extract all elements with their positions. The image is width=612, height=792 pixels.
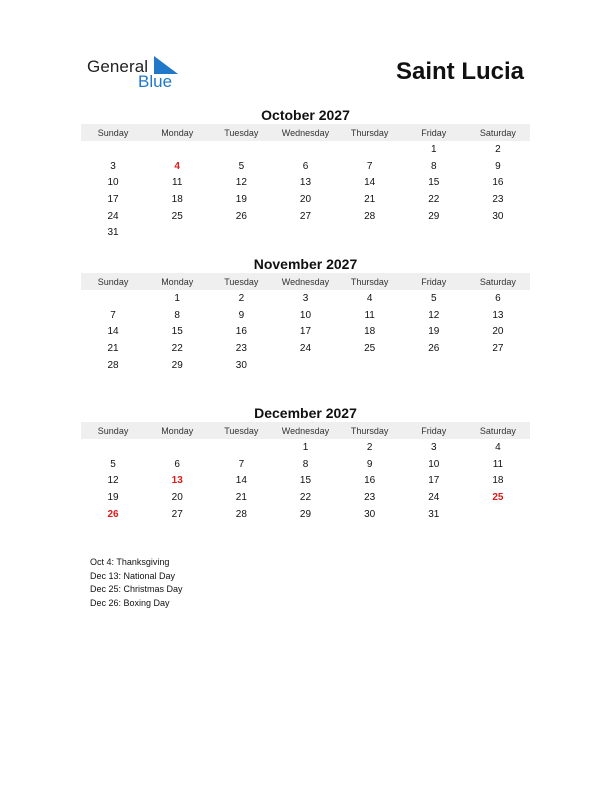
weekday-name: Saturday — [479, 127, 516, 138]
date-cell: 11 — [172, 177, 183, 189]
date-cell: 30 — [364, 508, 376, 520]
date-cell: 19 — [428, 326, 440, 338]
date-cell: 6 — [174, 458, 180, 470]
date-cell: 25 — [171, 210, 183, 222]
week-row — [81, 224, 530, 241]
week-row — [81, 158, 530, 175]
weekday-name: Monday — [161, 276, 194, 287]
date-cell: 31 — [428, 508, 440, 520]
date-cell: 17 — [428, 475, 440, 487]
date-cell: 28 — [107, 359, 119, 371]
holiday-date-cell: 25 — [492, 491, 504, 503]
date-cell: 11 — [364, 309, 375, 321]
week-row — [81, 340, 530, 357]
weekday-name: Tuesday — [224, 276, 259, 287]
date-cell: 10 — [428, 458, 440, 470]
week-row — [81, 208, 530, 225]
date-cell: 9 — [238, 309, 245, 321]
date-cell: 2 — [495, 143, 501, 155]
weekday-name: Sunday — [97, 425, 129, 436]
week-row — [81, 439, 530, 456]
date-cell: 28 — [364, 210, 376, 222]
date-cell: 12 — [235, 177, 247, 189]
date-cell: 19 — [107, 491, 119, 503]
date-cell: 11 — [492, 458, 504, 470]
date-cell: 23 — [235, 342, 247, 354]
weekday-name: Friday — [421, 425, 447, 436]
weekday-name: Tuesday — [224, 425, 259, 436]
date-cell: 15 — [428, 177, 440, 189]
date-cell: 1 — [174, 292, 180, 304]
date-cell: 24 — [299, 342, 312, 354]
date-cell: 1 — [430, 143, 437, 155]
date-cell: 15 — [299, 475, 312, 487]
weekday-name: Thursday — [350, 127, 389, 138]
week-row — [81, 290, 530, 307]
date-cell: 2 — [366, 441, 373, 453]
logo-text-blue: Blue — [138, 72, 173, 91]
week-row — [81, 456, 530, 473]
date-cell: 8 — [174, 309, 180, 321]
holiday-list — [90, 556, 183, 610]
weekday-name: Saturday — [479, 276, 516, 287]
weekday-name: Wednesday — [281, 127, 330, 138]
holiday-date-cell: 13 — [171, 475, 183, 487]
weekday-header-row — [81, 124, 530, 141]
date-cell: 30 — [492, 210, 504, 222]
date-cell: 21 — [107, 342, 119, 354]
holiday-list-item: Dec 13: National Day — [90, 570, 176, 581]
month-block — [81, 404, 530, 522]
date-cell: 1 — [302, 441, 309, 453]
weekday-name: Sunday — [97, 276, 129, 287]
date-cell: 14 — [107, 326, 119, 338]
weekday-name: Thursday — [350, 276, 389, 287]
date-cell: 24 — [428, 491, 440, 503]
date-cell: 22 — [299, 491, 312, 503]
date-cell: 2 — [238, 292, 245, 304]
week-row — [81, 489, 530, 506]
weekday-name: Wednesday — [281, 425, 330, 436]
date-cell: 17 — [299, 326, 312, 338]
month-title: December 2027 — [254, 405, 357, 421]
month-title: October 2027 — [261, 107, 350, 123]
date-cell: 25 — [364, 342, 376, 354]
country-title: Saint Lucia — [395, 58, 524, 85]
date-cell: 4 — [495, 441, 501, 453]
date-cell: 20 — [171, 491, 183, 503]
date-cell: 3 — [302, 292, 309, 304]
date-cell: 10 — [107, 177, 119, 189]
date-cell: 5 — [430, 292, 437, 304]
date-cell: 23 — [364, 491, 376, 503]
holiday-date-cell: 26 — [107, 508, 119, 520]
date-cell: 27 — [492, 342, 504, 354]
date-cell: 22 — [171, 342, 183, 354]
date-cell: 8 — [302, 458, 309, 470]
date-cell: 4 — [366, 292, 373, 304]
weekday-name: Saturday — [479, 425, 516, 436]
weekday-name: Thursday — [350, 425, 389, 436]
date-cell: 3 — [430, 441, 437, 453]
date-cell: 16 — [492, 177, 504, 189]
holiday-list-item: Dec 25: Christmas Day — [90, 584, 183, 595]
weekday-name: Wednesday — [281, 276, 330, 287]
date-cell: 17 — [107, 193, 119, 205]
weekday-name: Monday — [161, 127, 194, 138]
week-row — [81, 191, 530, 208]
date-cell: 28 — [235, 508, 247, 520]
date-cell: 27 — [171, 508, 183, 520]
date-cell: 26 — [235, 210, 247, 222]
weekday-header-row — [81, 422, 530, 439]
date-cell: 14 — [364, 177, 376, 189]
week-row — [81, 357, 530, 374]
date-cell: 20 — [492, 326, 504, 338]
weekday-name: Monday — [161, 425, 194, 436]
month-block — [81, 106, 530, 241]
date-cell: 6 — [495, 292, 501, 304]
date-cell: 16 — [235, 326, 247, 338]
date-cell: 18 — [171, 193, 183, 205]
week-row — [81, 323, 530, 340]
week-row — [81, 307, 530, 324]
weekday-name: Friday — [421, 127, 447, 138]
date-cell: 8 — [430, 160, 437, 172]
week-row — [81, 174, 530, 191]
week-row — [81, 141, 530, 158]
month-block — [81, 255, 530, 373]
date-cell: 3 — [110, 160, 116, 172]
date-cell: 22 — [428, 193, 440, 205]
date-cell: 30 — [235, 359, 247, 371]
date-cell: 24 — [107, 210, 119, 222]
logo-text-general: General — [87, 57, 149, 76]
date-cell: 7 — [366, 160, 373, 172]
date-cell: 9 — [366, 458, 373, 470]
date-cell: 13 — [299, 177, 312, 189]
date-cell: 6 — [302, 160, 309, 172]
month-title: November 2027 — [253, 256, 358, 272]
holiday-date-cell: 4 — [174, 160, 180, 172]
date-cell: 20 — [299, 193, 312, 205]
holiday-list-item: Oct 4: Thanksgiving — [90, 557, 170, 567]
holiday-list-item: Dec 26: Boxing Day — [90, 597, 170, 608]
date-cell: 10 — [299, 309, 312, 321]
date-cell: 29 — [171, 359, 183, 371]
date-cell: 5 — [110, 458, 116, 470]
date-cell: 15 — [171, 326, 183, 338]
date-cell: 7 — [238, 458, 245, 470]
weekday-name: Tuesday — [224, 127, 259, 138]
weekday-header-row — [81, 273, 530, 290]
week-row — [81, 472, 530, 489]
date-cell: 12 — [107, 475, 119, 487]
date-cell: 26 — [428, 342, 440, 354]
date-cell: 14 — [235, 475, 247, 487]
date-cell: 31 — [107, 227, 119, 239]
date-cell: 12 — [428, 309, 440, 321]
date-cell: 9 — [495, 160, 501, 172]
date-cell: 21 — [364, 193, 376, 205]
date-cell: 27 — [299, 210, 312, 222]
date-cell: 21 — [235, 491, 247, 503]
date-cell: 7 — [110, 309, 116, 321]
date-cell: 5 — [238, 160, 245, 172]
date-cell: 13 — [492, 309, 504, 321]
weekday-name: Friday — [421, 276, 447, 287]
date-cell: 29 — [428, 210, 440, 222]
date-cell: 16 — [364, 475, 376, 487]
weekday-name: Sunday — [97, 127, 129, 138]
date-cell: 18 — [364, 326, 376, 338]
week-row — [81, 506, 530, 523]
date-cell: 19 — [235, 193, 247, 205]
date-cell: 18 — [492, 475, 504, 487]
general-blue-logo — [87, 54, 187, 94]
date-cell: 23 — [492, 193, 504, 205]
date-cell: 29 — [299, 508, 312, 520]
